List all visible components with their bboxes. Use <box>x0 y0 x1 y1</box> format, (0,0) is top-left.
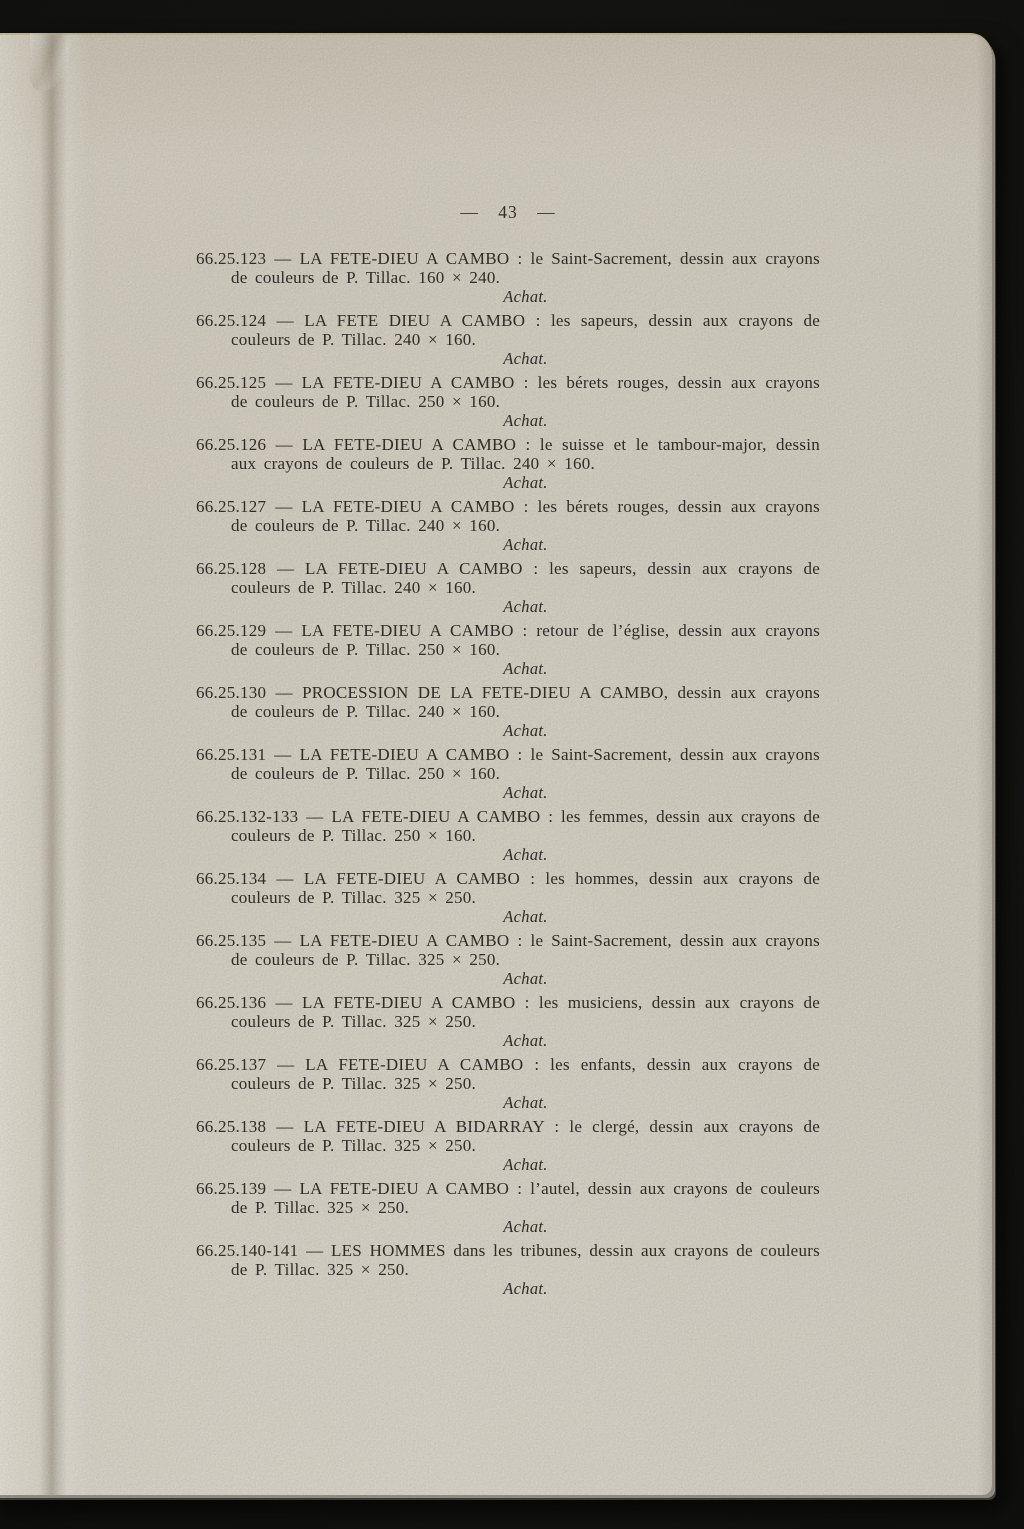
entry-text <box>196 621 820 659</box>
entry-number: 66.25.139 <box>196 1179 267 1198</box>
entry-number: 66.25.124 <box>196 311 267 330</box>
entry-text <box>196 559 820 597</box>
entry-description: LA FETE-DIEU A CAMBO : les musiciens, dessin aux crayons de couleurs de P. Tillac. 325 × 250. <box>231 993 820 1031</box>
entry-number: 66.25.128 <box>196 559 267 578</box>
entry-number: 66.25.130 <box>196 683 267 702</box>
catalog-entry <box>196 931 820 988</box>
entry-text <box>196 1055 820 1093</box>
entry-description: LA FETE-DIEU A CAMBO : les femmes, dessin aux crayons de couleurs de P. Tillac. 250 × 160. <box>231 807 821 845</box>
entry-acquisition: Achat. <box>503 349 548 368</box>
entry-description: LES HOMMES dans les tribunes, dessin aux crayons de couleurs de P. Tillac. 325 × 250. <box>231 1241 820 1279</box>
entry-acquisition: Achat. <box>503 783 548 802</box>
entry-acquisition: Achat. <box>503 1155 548 1174</box>
entry-dash: — <box>266 745 300 764</box>
entry-number: 66.25.131 <box>196 745 267 764</box>
entry-number: 66.25.138 <box>196 1117 267 1136</box>
entry-description: LA FETE-DIEU A CAMBO : les enfants, dessin aux crayons de couleurs de P. Tillac. 325 × 250. <box>231 1055 820 1093</box>
entry-acquisition: Achat. <box>503 659 548 678</box>
entry-description: LA FETE-DIEU A CAMBO : les bérets rouges, dessin aux crayons de couleurs de P. Tillac. 240 × 160. <box>231 497 821 535</box>
entry-dash: — <box>266 869 304 888</box>
entry-description: LA FETE-DIEU A CAMBO : les hommes, dessin aux crayons de couleurs de P. Tillac. 325 × 250. <box>231 869 820 907</box>
entry-dash: — <box>266 993 303 1012</box>
entry-acquisition: Achat. <box>503 1217 548 1236</box>
entry-number: 66.25.123 <box>196 249 267 268</box>
entry-dash: — <box>266 621 302 640</box>
entry-dash: — <box>266 559 305 578</box>
catalog-entry <box>196 435 820 492</box>
entry-description: PROCESSION DE LA FETE-DIEU A CAMBO, dessin aux crayons de couleurs de P. Tillac. 240 × 160. <box>231 683 820 721</box>
entry-acquisition: Achat. <box>503 1093 548 1112</box>
entry-dash: — <box>266 373 302 392</box>
entry-description: LA FETE-DIEU A CAMBO : le suisse et le tambour-major, dessin aux crayons de couleurs de P. Tillac. 240 × 160. <box>231 435 821 473</box>
catalog-entry <box>196 559 820 616</box>
entry-text <box>196 1241 820 1279</box>
page-gutter-crease <box>30 33 70 91</box>
entry-description: LA FETE-DIEU A CAMBO : les bérets rouges, dessin aux crayons de couleurs de P. Tillac. 250 × 160. <box>231 373 821 411</box>
entry-number: 66.25.129 <box>196 621 267 640</box>
entry-dash: — <box>298 1241 331 1260</box>
entry-text <box>196 373 820 411</box>
entry-text <box>196 683 820 721</box>
catalog-entry <box>196 869 820 926</box>
entry-text <box>196 1179 820 1217</box>
entry-acquisition: Achat. <box>503 969 548 988</box>
entry-text <box>196 435 820 473</box>
entry-dash: — <box>266 435 303 454</box>
catalog-entry <box>196 1117 820 1174</box>
entry-dash: — <box>266 683 303 702</box>
catalog-entry <box>196 311 820 368</box>
entry-acquisition: Achat. <box>503 535 548 554</box>
catalog-entry-list <box>196 249 820 1298</box>
entry-dash: — <box>266 931 300 950</box>
entry-description: LA FETE-DIEU A CAMBO : les sapeurs, dessin aux crayons de couleurs de P. Tillac. 240 × 160. <box>231 559 821 597</box>
entry-description: LA FETE-DIEU A CAMBO : l’autel, dessin aux crayons de couleurs de P. Tillac. 325 × 250. <box>231 1179 820 1217</box>
entry-acquisition: Achat. <box>503 411 548 430</box>
entry-acquisition: Achat. <box>503 845 548 864</box>
entry-number: 66.25.137 <box>196 1055 267 1074</box>
entry-number: 66.25.125 <box>196 373 267 392</box>
entry-description: LA FETE-DIEU A CAMBO : le Saint-Sacrement, dessin aux crayons de couleurs de P. Tillac. 325 × 250. <box>231 931 820 969</box>
catalog-entry <box>196 373 820 430</box>
entry-dash: — <box>298 807 332 826</box>
catalog-entry <box>196 1241 820 1298</box>
entry-acquisition: Achat. <box>503 1279 548 1298</box>
catalog-entry <box>196 993 820 1050</box>
entry-acquisition: Achat. <box>503 287 548 306</box>
catalog-entry <box>196 621 820 678</box>
entry-text <box>196 311 820 349</box>
entry-number: 66.25.134 <box>196 869 267 888</box>
entry-number: 66.25.135 <box>196 931 267 950</box>
catalog-entry <box>196 683 820 740</box>
entry-number: 66.25.136 <box>196 993 267 1012</box>
catalog-entry <box>196 497 820 554</box>
page-content <box>196 33 820 1303</box>
entry-description: LA FETE-DIEU A CAMBO : le Saint-Sacrement, dessin aux crayons de couleurs de P. Tillac. 160 × 240. <box>231 249 820 287</box>
book-page <box>0 33 992 1495</box>
entry-acquisition: Achat. <box>503 597 548 616</box>
entry-text <box>196 745 820 783</box>
catalog-entry <box>196 249 820 306</box>
page-number: — 43 — <box>460 202 556 222</box>
entry-text <box>196 807 820 845</box>
entry-text <box>196 931 820 969</box>
entry-acquisition: Achat. <box>503 1031 548 1050</box>
entry-description: LA FETE DIEU A CAMBO : les sapeurs, dessin aux crayons de couleurs de P. Tillac. 240 × 160. <box>231 311 821 349</box>
entry-dash: — <box>266 497 302 516</box>
catalog-entry <box>196 745 820 802</box>
entry-dash: — <box>266 1055 306 1074</box>
entry-dash: — <box>266 1179 300 1198</box>
entry-acquisition: Achat. <box>503 907 548 926</box>
entry-text <box>196 1117 820 1155</box>
entry-description: LA FETE-DIEU A BIDARRAY : le clergé, dessin aux crayons de couleurs de P. Tillac. 325 × 250. <box>231 1117 821 1155</box>
entry-dash: — <box>266 311 305 330</box>
entry-dash: — <box>266 1117 304 1136</box>
catalog-entry <box>196 1055 820 1112</box>
entry-acquisition: Achat. <box>503 721 548 740</box>
entry-acquisition: Achat. <box>503 473 548 492</box>
entry-number: 66.25.132-133 <box>196 807 299 826</box>
entry-text <box>196 869 820 907</box>
entry-number: 66.25.126 <box>196 435 267 454</box>
catalog-entry <box>196 807 820 864</box>
entry-description: LA FETE-DIEU A CAMBO : le Saint-Sacrement, dessin aux crayons de couleurs de P. Tillac. 250 × 160. <box>231 745 820 783</box>
entry-text <box>196 249 820 287</box>
entry-text <box>196 497 820 535</box>
entry-text <box>196 993 820 1031</box>
entry-dash: — <box>266 249 300 268</box>
entry-number: 66.25.140-141 <box>196 1241 299 1260</box>
entry-number: 66.25.127 <box>196 497 267 516</box>
entry-description: LA FETE-DIEU A CAMBO : retour de l’église, dessin aux crayons de couleurs de P. Tillac. 250 × 160. <box>231 621 820 659</box>
catalog-entry <box>196 1179 820 1236</box>
